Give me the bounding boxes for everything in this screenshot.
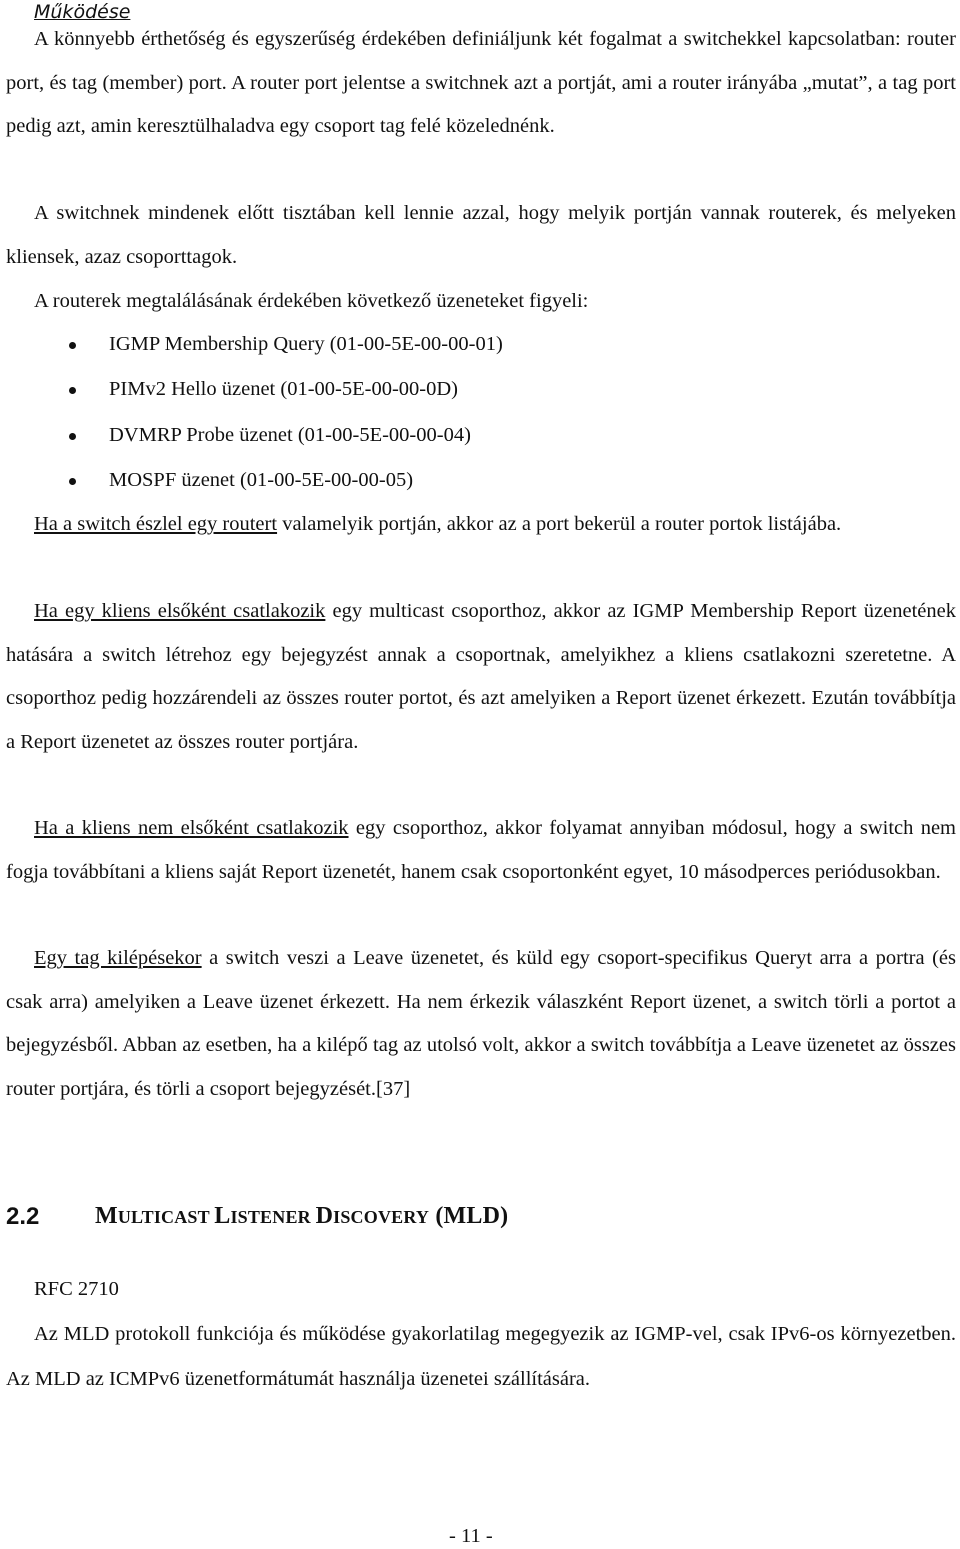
bullet-icon: [69, 433, 76, 440]
message-list: [6, 322, 503, 503]
bullet-icon: [69, 478, 76, 485]
section-heading: Működése: [34, 1, 131, 23]
paragraph-router-discovery: A routerek megtalálásának érdekében következő üzeneteket figyeli:: [34, 290, 589, 312]
page-number: - 11 -: [449, 1525, 493, 1547]
list-item: IGMP Membership Query (01-00-5E-00-00-01): [6, 322, 503, 367]
paragraph-mld: Az MLD protokoll funkciója és működése gyakorlatilag megegyezik az IGMP-vel, csak IPv6-os környezetben. Az MLD az ICMPv6 üzenetformátumát használja üzenetei szállítására.: [6, 1323, 956, 1390]
rfc-reference: RFC 2710: [34, 1278, 119, 1300]
underlined-phrase: Egy tag kilépésekor: [34, 947, 202, 969]
paragraph-member-leave: Egy tag kilépésekor a switch veszi a Leave üzenetet, és küld egy csoport-specifikus Queryt arra a portra (és csak arra) amelyiken a Leave üzenet érkezett. Ha nem érkezik válaszként Report üzenet, a switch törli a portot a bejegyzésből. Abban az esetben, ha a kilépő tag az utolsó volt, akkor a switch továbbítja a Leave üzenetet az összes router portjára, és törli a csoport bejegyzését.[37]: [6, 947, 957, 1100]
bullet-icon: [69, 342, 76, 349]
paragraph-not-first-client: Ha a kliens nem elsőként csatlakozik egy csoporthoz, akkor folyamat annyiban módosul, hogy a switch nem fogja továbbítani a kliens saját Report üzenetét, hanem csak csoportonként egyet, 10 másodperces periódusokban.: [6, 817, 957, 883]
underlined-phrase: Ha a kliens nem elsőként csatlakozik: [34, 817, 349, 839]
list-item: DVMRP Probe üzenet (01-00-5E-00-00-04): [6, 413, 503, 458]
section-number: 2.2: [6, 1203, 40, 1230]
paragraph-definitions: A könnyebb érthetőség és egyszerűség érdekében definiáljunk két fogalmat a switchekkel kapcsolatban: router port, és tag (member) port. A router port jelentse a switchnek azt a portját, ami a router irányába „mutat”, a tag port pedig azt, amin keresztülhaladva egy csoport tag felé közelednénk.: [6, 28, 956, 137]
bullet-icon: [69, 387, 76, 394]
paragraph-switch-awareness: A switchnek mindenek előtt tisztában kell lennie azzal, hogy melyik portján vannak routerek, és melyeken kliensek, azaz csoporttagok.: [6, 202, 956, 268]
underlined-phrase: Ha egy kliens elsőként csatlakozik: [34, 600, 326, 622]
list-item: MOSPF üzenet (01-00-5E-00-00-05): [6, 458, 503, 503]
section-title: MULTICAST LISTENER DISCOVERY (MLD): [95, 1203, 509, 1229]
document-page: [6, 0, 956, 1549]
paragraph-first-client: Ha egy kliens elsőként csatlakozik egy multicast csoporthoz, akkor az IGMP Membership Report üzenetének hatására a switch létrehoz egy bejegyzést annak a csoportnak, amelyikhez a kliens csatlakozni szeretetne. A csoporthoz pedig hozzárendeli az összes router portot, és azt amelyiken a Report üzenet érkezett. Ezután továbbítja a Report üzenetet az összes router portjára.: [6, 600, 957, 753]
paragraph-router-detected: Ha a switch észlel egy routert valamelyik portján, akkor az a port bekerül a router portok listájába.: [34, 513, 842, 535]
underlined-phrase: Ha a switch észlel egy routert: [34, 513, 278, 535]
list-item: PIMv2 Hello üzenet (01-00-5E-00-00-0D): [6, 367, 503, 412]
